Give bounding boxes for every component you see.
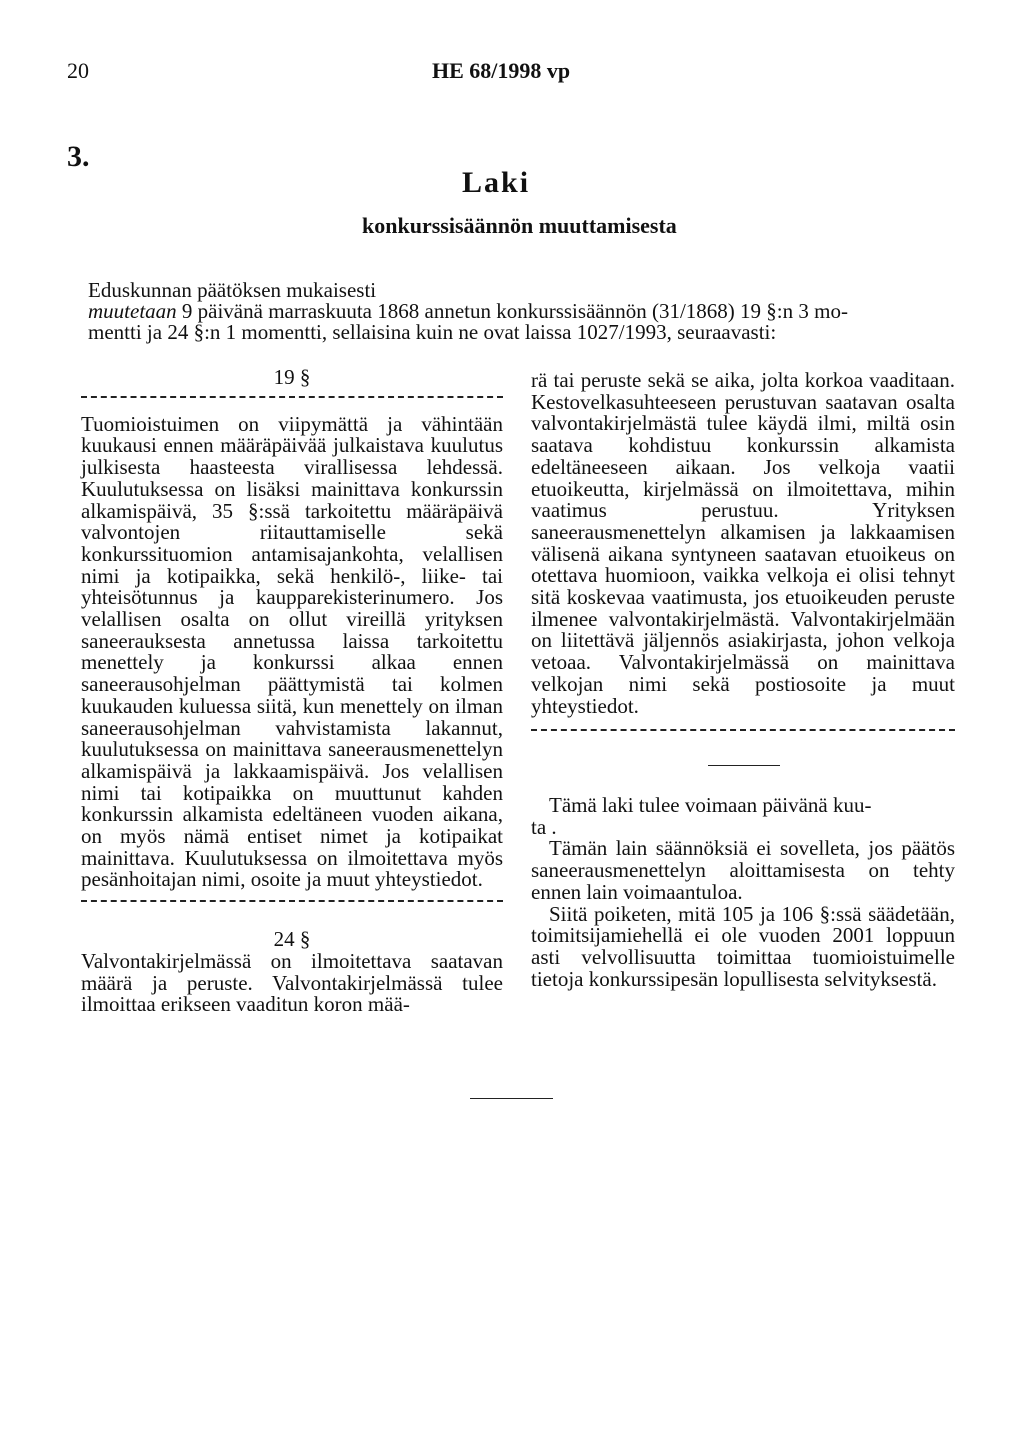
intro-line-3: mentti ja 24 §:n 1 momentti, sellaisina kuin ne ovat laissa 1027/1993, seuraavasti: bbox=[88, 320, 777, 344]
intro-line-2 bbox=[88, 301, 968, 322]
intro-paragraph bbox=[88, 280, 968, 343]
law-title: Laki bbox=[462, 166, 531, 199]
omission-divider bbox=[531, 729, 955, 731]
omission-divider bbox=[81, 900, 503, 902]
section-24-heading: 24 § bbox=[273, 927, 311, 952]
left-column bbox=[81, 367, 503, 1016]
document-code: HE 68/1998 vp bbox=[432, 58, 571, 83]
omission-divider bbox=[81, 396, 503, 398]
section-19-heading: 19 § bbox=[273, 365, 311, 389]
end-divider bbox=[470, 1098, 553, 1099]
section-24-continuation: rä tai peruste sekä se aika, jolta korkoa vaaditaan. Kestovelkasuhteeseen perustuvan saatavan osalta valvontakirjelmästä tulee käydä ilmi, miltä osin saatava kohdistuu konkurssin alkamista edeltäneeseen aikaan. Jos velkoja vaatii etuoikeutta, kirjelmässä on ilmoitettava, mihin vaatimus perustuu. Yrityksen saneerausmenettelyn alkamisen ja lakkaamisen välisenä aikana syntyneen saatavan etuoikeus on otettava huomioon, vaikka velkoja ei olisi tehnyt sitä koskevaa vaatimusta, jos etuoikeuden peruste ilmenee valvontakirjelmästä. Valvontakirjelmään on liitettävä jäljennös asiakirjasta, johon velkoja vetoaa. Valvontakirjelmässä on mainittava velkojan nimi sekä postiosoite ja muut yhteystiedot. bbox=[531, 368, 955, 718]
intro-line-1: Eduskunnan päätöksen mukaisesti bbox=[88, 278, 377, 302]
intro-line-2-rest: 9 päivänä marraskuuta 1868 annetun konkurssisäännön (31/1868) 19 §:n 3 mo- bbox=[176, 299, 848, 323]
entry-paragraph-3: Siitä poiketen, mitä 105 ja 106 §:ssä säädetään, toimitsijamiehellä ei ole vuoden 2001 loppuun asti velvollisuutta toimittaa tuomioistuimelle tietoja konkurssipesän lopullisesta selvityksestä. bbox=[531, 901, 955, 991]
entry-into-force bbox=[531, 795, 955, 990]
section-divider bbox=[708, 765, 780, 766]
entry-line-1: Tämä laki tulee voimaan päivänä kuu- bbox=[549, 793, 872, 817]
entry-line-2: ta . bbox=[531, 814, 557, 839]
entry-paragraph-2: Tämän lain säännöksiä ei sovelleta, jos päätös saneerausmenettelyn aloittamisesta on tehty ennen lain voimaantuloa. bbox=[531, 836, 955, 904]
section-24-text: Valvontakirjelmässä on ilmoitettava saatavan määrä ja peruste. Valvontakirjelmässä tulee ilmoittaa erikseen vaaditun koron mää- bbox=[81, 948, 503, 1017]
section-number: 3. bbox=[67, 140, 90, 173]
page-number: 20 bbox=[67, 58, 89, 83]
section-19-text: Tuomioistuimen on viipymättä ja vähintään kuukausi ennen määräpäivää julkaistava kuulutus julkisesta haasteesta virallisessa lehdessä. Kuulutuksessa on lisäksi mainittava konkurssin alkamispäivä, 35 §:ssä tarkoitettu määräpäivä valvontojen riitauttamiselle sekä konkurssituomion antamisajankohta, velallisen nimi ja kotipaikka, sekä henkilö-, liike- tai yhteisötunnus ja kaupparekisterinumero. Jos velallisen osalta on ollut vireillä yrityksen saneerauksesta annetussa laissa tarkoitettu menettely ja konkurssi alkaa ennen saneerausohjelman päättymistä tai kolmen kuukauden kuluessa siitä, kun menettely on ilman saneerausohjelman vahvistamista lakannut, kuulutuksessa on mainittava saneerausmenettelyn alkamispäivä ja lakkaamispäivä. Jos velallisen nimi tai kotipaikka on muuttunut kahden konkurssin alkamista edeltäneen vuoden aikana, on myös nämä entiset nimet ja kotipaikat mainittava. Kuulutuksessa on ilmoitettava myös pesänhoitajan nimi, osoite ja muut yhteystiedot. bbox=[81, 411, 503, 892]
right-column bbox=[531, 370, 955, 731]
intro-italic-verb: muutetaan bbox=[88, 299, 177, 323]
law-subtitle: konkurssisäännön muuttamisesta bbox=[362, 213, 677, 238]
